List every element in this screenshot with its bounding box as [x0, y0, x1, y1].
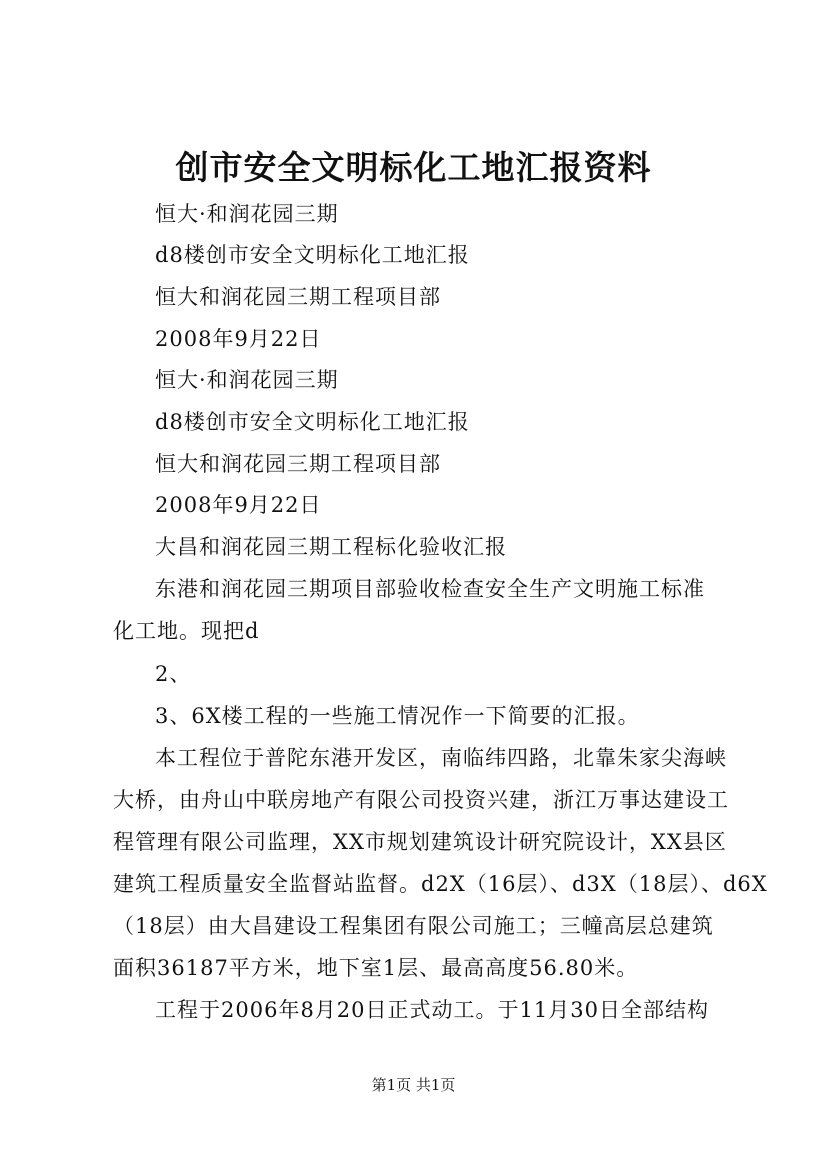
header-line: 恒大和润花园三期工程项目部: [155, 452, 441, 476]
paragraph-line: 程管理有限公司监理，XX市规划建筑设计研究院设计，XX县区: [113, 830, 727, 854]
document-title: 创市安全文明标化工地汇报资料: [175, 148, 652, 187]
paragraph-line: （18层）由大昌建设工程集团有限公司施工；三幢高层总建筑: [113, 914, 714, 938]
header-line: d8楼创市安全文明标化工地汇报: [155, 243, 470, 267]
paragraph-line: 面积36187平方米，地下室1层、最高高度56.80米。: [113, 956, 639, 980]
page-footer: 第1页 共1页: [371, 1076, 456, 1094]
paragraph-line: 建筑工程质量安全监督站监督。d2X（16层）、d3X（18层）、d6X: [113, 872, 768, 896]
header-line: 大昌和润花园三期工程标化验收汇报: [155, 535, 507, 559]
header-line: 恒大和润花园三期工程项目部: [155, 285, 441, 309]
paragraph-line: 化工地。现把d: [113, 619, 260, 643]
list-item: 2、: [155, 662, 192, 686]
header-line: 恒大·和润花园三期: [155, 202, 339, 226]
paragraph-line: 东港和润花园三期项目部验收检查安全生产文明施工标准: [155, 577, 705, 601]
header-line: 2008年9月22日: [155, 493, 322, 517]
paragraph-line: 大桥，由舟山中联房地产有限公司投资兴建，浙江万事达建设工: [113, 788, 729, 812]
paragraph-line: 工程于2006年8月20日正式动工。于11月30日全部结构: [155, 998, 709, 1022]
header-line: 2008年9月22日: [155, 327, 322, 351]
paragraph-line: 本工程位于普陀东港开发区，南临纬四路，北靠朱家尖海峡: [155, 746, 727, 770]
list-item: 3、6X楼工程的一些施工情况作一下简要的汇报。: [155, 704, 640, 728]
header-line: 恒大·和润花园三期: [155, 368, 339, 392]
header-line: d8楼创市安全文明标化工地汇报: [155, 410, 470, 434]
